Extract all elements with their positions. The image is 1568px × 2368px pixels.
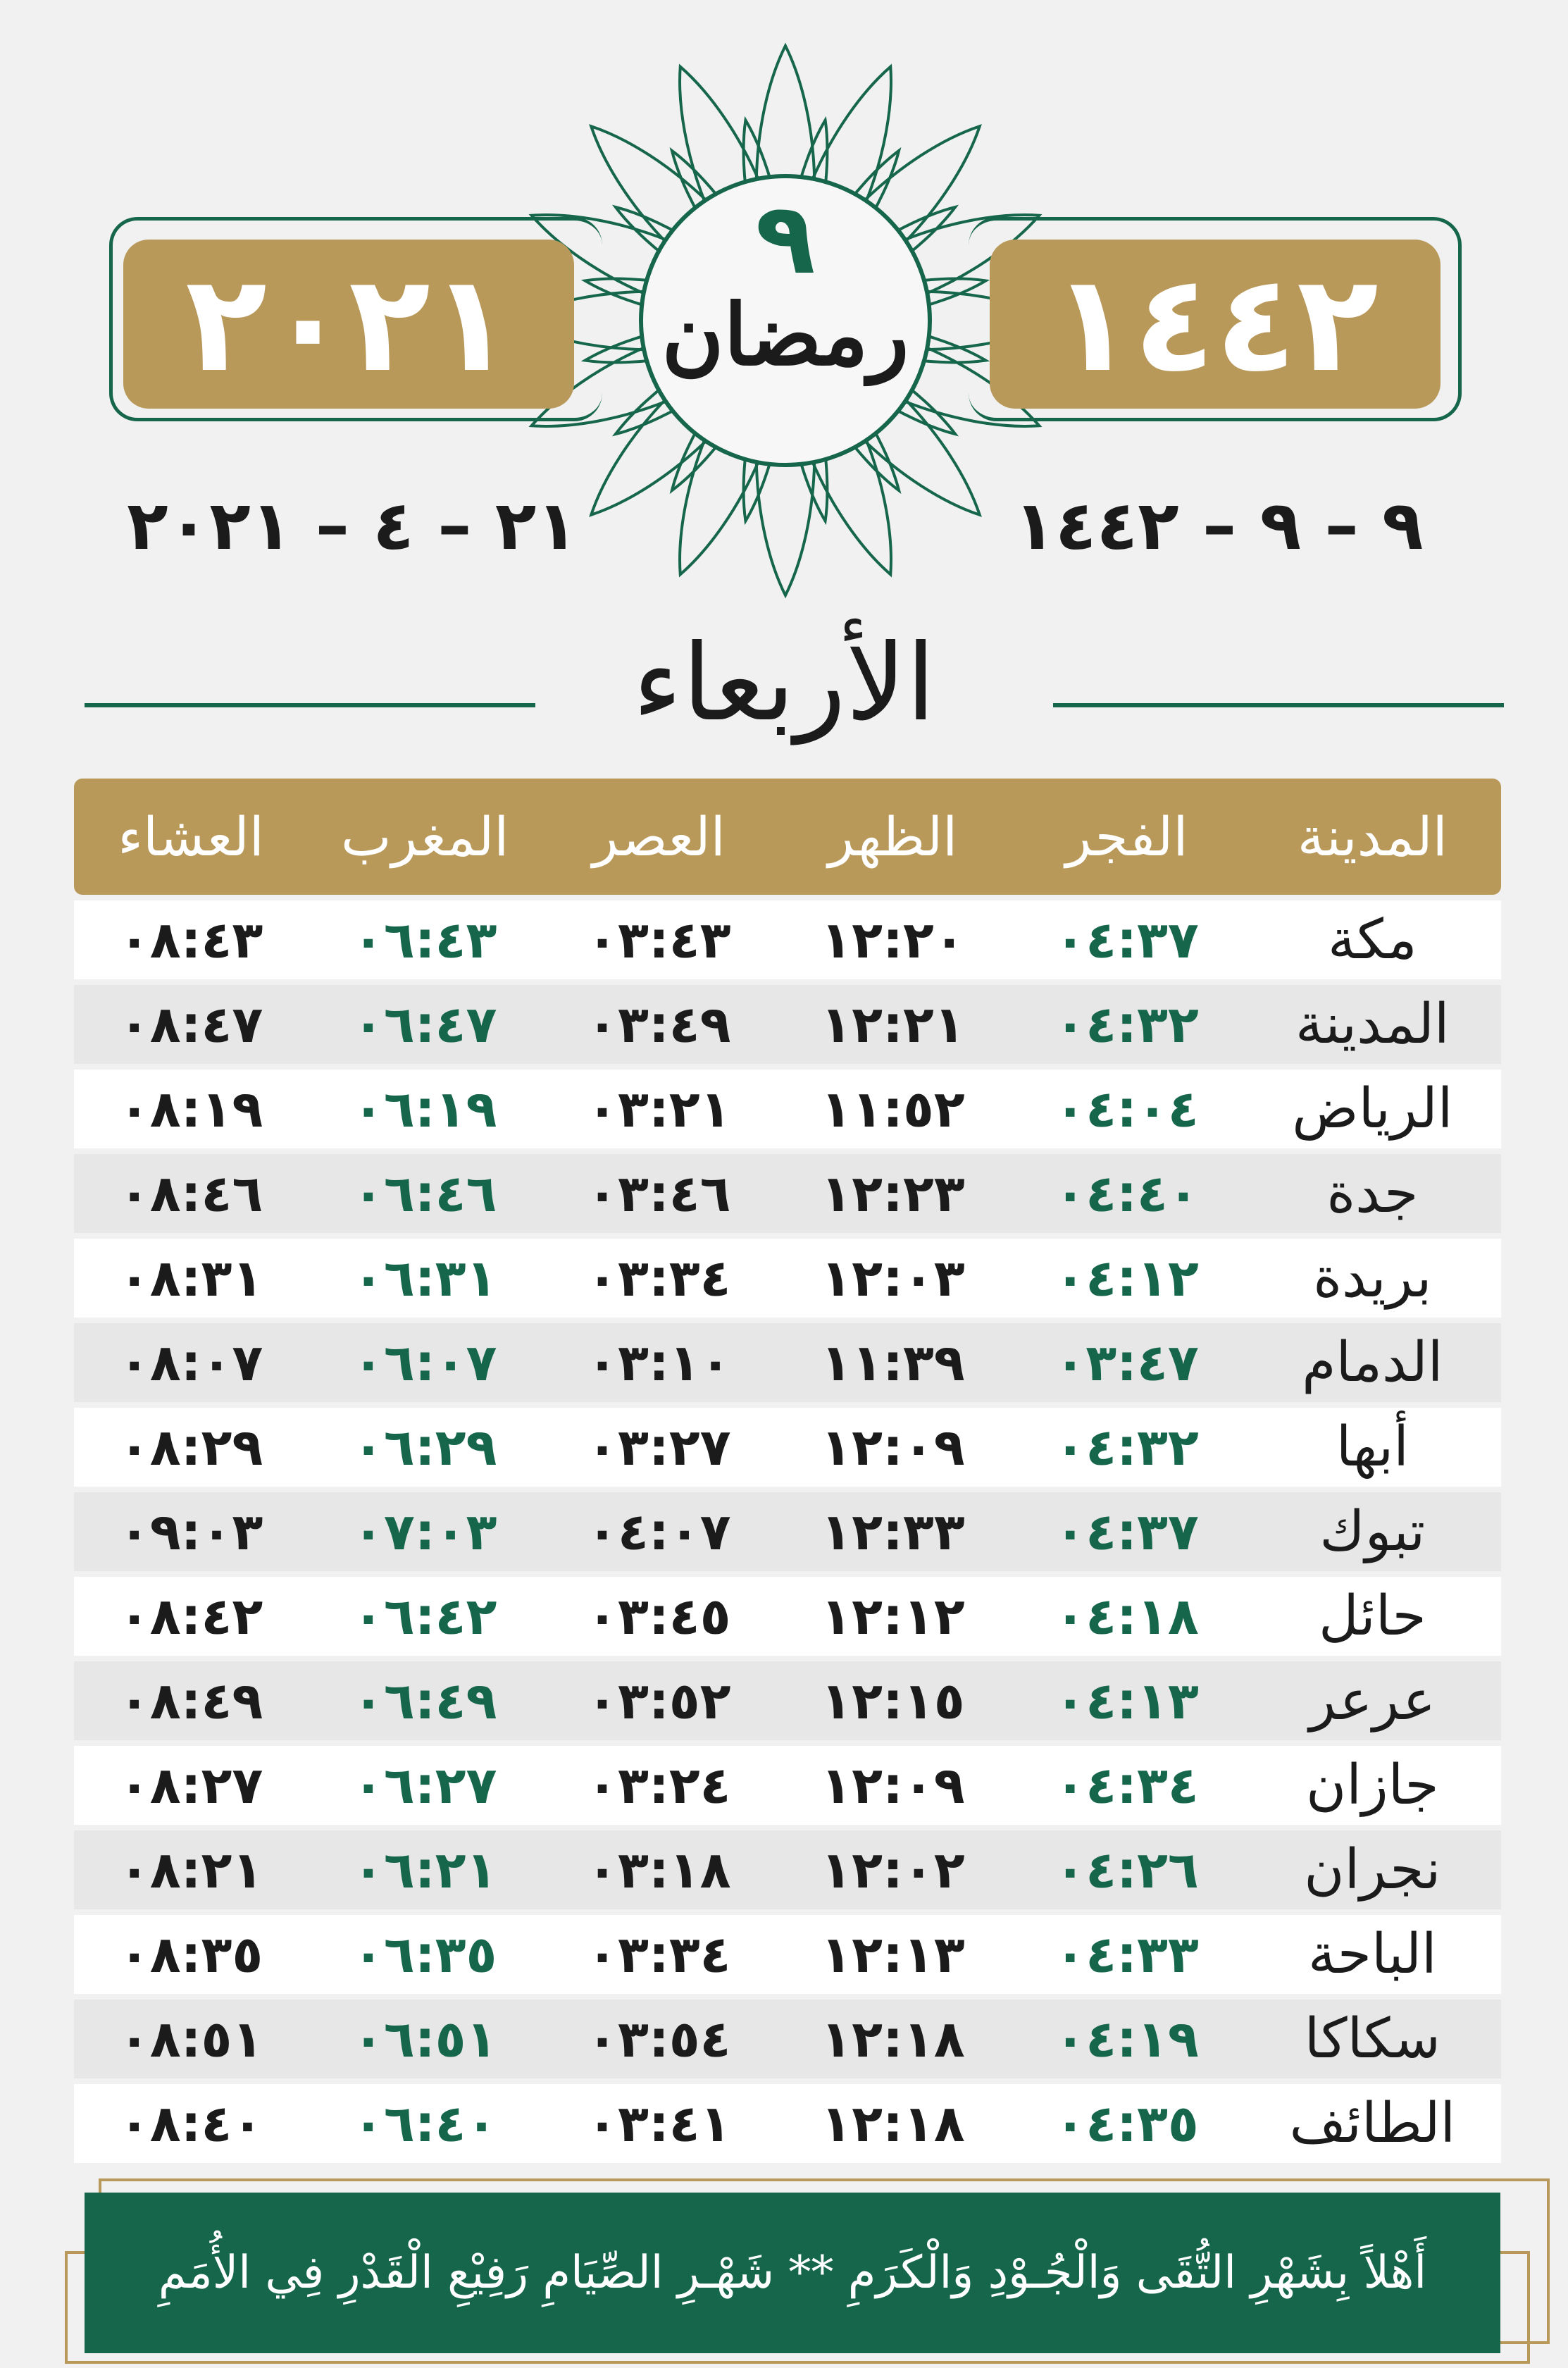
cell-dhuhr: ١٢:١٨: [821, 2094, 965, 2153]
header-fajr: الفجر: [1065, 805, 1188, 868]
cell-dhuhr: ١٢:٢٣: [821, 1164, 965, 1223]
cell-dhuhr: ١٢:٠٩: [821, 1418, 965, 1477]
cell-dhuhr: ١١:٥٢: [821, 1079, 965, 1139]
cell-asr: ٠٣:٤٥: [587, 1587, 731, 1646]
cell-asr: ٠٣:١٠: [587, 1333, 731, 1392]
cell-dhuhr: ١٢:١٥: [821, 1671, 965, 1730]
table-row: [74, 985, 1501, 1064]
table-row: [74, 1746, 1501, 1825]
cell-asr: ٠٣:١٨: [587, 1840, 731, 1899]
cell-asr: ٠٤:٠٧: [587, 1502, 731, 1561]
cell-maghrib: ٠٦:٢٧: [352, 1756, 497, 1815]
table-row: [74, 2084, 1501, 2163]
cell-fajr: ٠٤:٣٢: [1054, 1418, 1199, 1477]
cell-maghrib: ٠٦:٣١: [352, 1248, 497, 1308]
year-gregorian: ٢٠٢١: [123, 240, 574, 409]
cell-asr: ٠٣:٢١: [587, 1079, 731, 1139]
cell-fajr: ٠٤:٣٤: [1054, 1756, 1199, 1815]
cell-fajr: ٠٤:٤٠: [1054, 1164, 1199, 1223]
cell-asr: ٠٣:٢٧: [587, 1418, 731, 1477]
cell-isha: ٠٨:٤٦: [118, 1164, 263, 1223]
cell-city: تبوك: [1319, 1500, 1426, 1563]
cell-isha: ٠٨:٤٠: [118, 2094, 263, 2153]
cell-city: بريدة: [1313, 1246, 1432, 1310]
table-row: [74, 1408, 1501, 1487]
cell-fajr: ٠٤:٢٦: [1054, 1840, 1199, 1899]
cell-fajr: ٠٤:٣٣: [1054, 1925, 1199, 1984]
header-asr: العصر: [592, 805, 726, 868]
table-row: [74, 2000, 1501, 2078]
table-row: [74, 900, 1501, 979]
cell-isha: ٠٨:٥١: [118, 2009, 263, 2069]
cell-dhuhr: ١٢:٢٠: [821, 910, 965, 969]
cell-maghrib: ٠٦:٤٠: [352, 2094, 497, 2153]
cell-maghrib: ٠٧:٠٣: [352, 1502, 497, 1561]
footer-verse: أَهْلاً بِشَهْرِ التُّقَى وَالْجُـوْدِ وَالْكَرَمِ ** شَهْـرِ الصِّيَامِ رَفِيْعِ الْقَدْرِ فِي الأُمَمِ: [85, 2193, 1500, 2353]
cell-isha: ٠٨:٤٣: [118, 910, 263, 969]
cell-fajr: ٠٤:٠٤: [1054, 1079, 1199, 1139]
table-row: [74, 1492, 1501, 1571]
cell-dhuhr: ١٢:٠٩: [821, 1756, 965, 1815]
cell-dhuhr: ١١:٣٩: [821, 1333, 965, 1392]
cell-city: حائل: [1318, 1585, 1426, 1648]
cell-dhuhr: ١٢:١٨: [821, 2009, 965, 2069]
table-row: [74, 1239, 1501, 1318]
cell-city: الرياض: [1292, 1077, 1453, 1141]
cell-fajr: ٠٤:٣٢: [1054, 995, 1199, 1054]
cell-fajr: ٠٤:٣٧: [1054, 910, 1199, 969]
cell-dhuhr: ١٢:٢١: [821, 995, 965, 1054]
cell-fajr: ٠٤:١٢: [1054, 1248, 1199, 1308]
year-hijri: ١٤٤٢: [990, 240, 1441, 409]
cell-city: سكاكا: [1304, 2007, 1441, 2071]
cell-maghrib: ٠٦:٥١: [352, 2009, 497, 2069]
cell-city: الباحة: [1307, 1923, 1437, 1986]
cell-maghrib: ٠٦:٢٩: [352, 1418, 497, 1477]
table-row: [74, 1661, 1501, 1740]
cell-city: الدمام: [1302, 1331, 1443, 1394]
cell-city: نجران: [1304, 1838, 1441, 1902]
cell-dhuhr: ١٢:٠٣: [821, 1248, 965, 1308]
cell-isha: ٠٨:٤٢: [118, 1587, 263, 1646]
cell-city: جدة: [1326, 1162, 1419, 1225]
cell-isha: ٠٨:٤٩: [118, 1671, 263, 1730]
cell-city: أبها: [1336, 1415, 1409, 1479]
cell-fajr: ٠٣:٤٧: [1054, 1333, 1199, 1392]
divider-left: [85, 703, 535, 707]
cell-isha: ٠٨:١٩: [118, 1079, 263, 1139]
cell-city: جازان: [1306, 1754, 1439, 1817]
cell-asr: ٠٣:٤٦: [587, 1164, 731, 1223]
cell-maghrib: ٠٦:٣٥: [352, 1925, 497, 1984]
cell-isha: ٠٨:٢٩: [118, 1418, 263, 1477]
cell-asr: ٠٣:٣٤: [587, 1925, 731, 1984]
table-body: [74, 900, 1501, 2163]
table-row: [74, 1577, 1501, 1656]
cell-asr: ٠٣:٣٤: [587, 1248, 731, 1308]
cell-isha: ٠٨:٠٧: [118, 1333, 263, 1392]
cell-maghrib: ٠٦:٢١: [352, 1840, 497, 1899]
cell-asr: ٠٣:٥٤: [587, 2009, 731, 2069]
cell-city: الطائف: [1289, 2092, 1456, 2155]
cell-dhuhr: ١٢:٠٢: [821, 1840, 965, 1899]
header-dhuhr: الظهر: [828, 805, 958, 868]
medallion-center: [637, 182, 933, 385]
prayer-times-table: [74, 779, 1501, 2163]
table-row: [74, 1070, 1501, 1148]
cell-asr: ٠٣:٥٢: [587, 1671, 731, 1730]
cell-fajr: ٠٤:٣٧: [1054, 1502, 1199, 1561]
date-hijri: ٩ – ٩ – ١٤٤٢: [1014, 486, 1424, 565]
weekday-title: الأربعاء: [632, 622, 935, 745]
cell-asr: ٠٣:٤٩: [587, 995, 731, 1054]
table-row: [74, 1830, 1501, 1909]
cell-isha: ٠٨:٢١: [118, 1840, 263, 1899]
cell-city: مكة: [1327, 908, 1417, 972]
cell-fajr: ٠٤:١٩: [1054, 2009, 1199, 2069]
table-row: [74, 1915, 1501, 1994]
cell-city: المدينة: [1295, 993, 1450, 1056]
cell-asr: ٠٣:٤١: [587, 2094, 731, 2153]
cell-isha: ٠٨:٣٥: [118, 1925, 263, 1984]
header-city: المدينة: [1297, 805, 1448, 868]
cell-maghrib: ٠٦:١٩: [352, 1079, 497, 1139]
cell-asr: ٠٣:٤٣: [587, 910, 731, 969]
cell-maghrib: ٠٦:٤٩: [352, 1671, 497, 1730]
header-maghrib: المغرب: [341, 805, 509, 868]
cell-dhuhr: ١٢:١٢: [821, 1587, 965, 1646]
table-header: [74, 779, 1501, 895]
cell-isha: ٠٩:٠٣: [118, 1502, 263, 1561]
cell-maghrib: ٠٦:٤٦: [352, 1164, 497, 1223]
month-name: رمضان: [661, 285, 909, 385]
cell-fajr: ٠٤:٣٥: [1054, 2094, 1199, 2153]
date-gregorian: ٢١ – ٤ – ٢٠٢١: [127, 486, 578, 565]
cell-isha: ٠٨:٣١: [118, 1248, 263, 1308]
cell-dhuhr: ١٢:٣٣: [821, 1502, 965, 1561]
cell-fajr: ٠٤:١٣: [1054, 1671, 1199, 1730]
day-number: ٩: [755, 182, 816, 297]
cell-fajr: ٠٤:١٨: [1054, 1587, 1199, 1646]
table-row: [74, 1154, 1501, 1233]
cell-city: عرعر: [1309, 1669, 1436, 1732]
cell-maghrib: ٠٦:٠٧: [352, 1333, 497, 1392]
cell-isha: ٠٨:٤٧: [118, 995, 263, 1054]
cell-maghrib: ٠٦:٤٣: [352, 910, 497, 969]
cell-maghrib: ٠٦:٤٧: [352, 995, 497, 1054]
table-row: [74, 1323, 1501, 1402]
cell-maghrib: ٠٦:٤٢: [352, 1587, 497, 1646]
cell-dhuhr: ١٢:١٣: [821, 1925, 965, 1984]
divider-right: [1053, 703, 1504, 707]
header-isha: العشاء: [118, 805, 264, 868]
cell-asr: ٠٣:٢٤: [587, 1756, 731, 1815]
cell-isha: ٠٨:٢٧: [118, 1756, 263, 1815]
